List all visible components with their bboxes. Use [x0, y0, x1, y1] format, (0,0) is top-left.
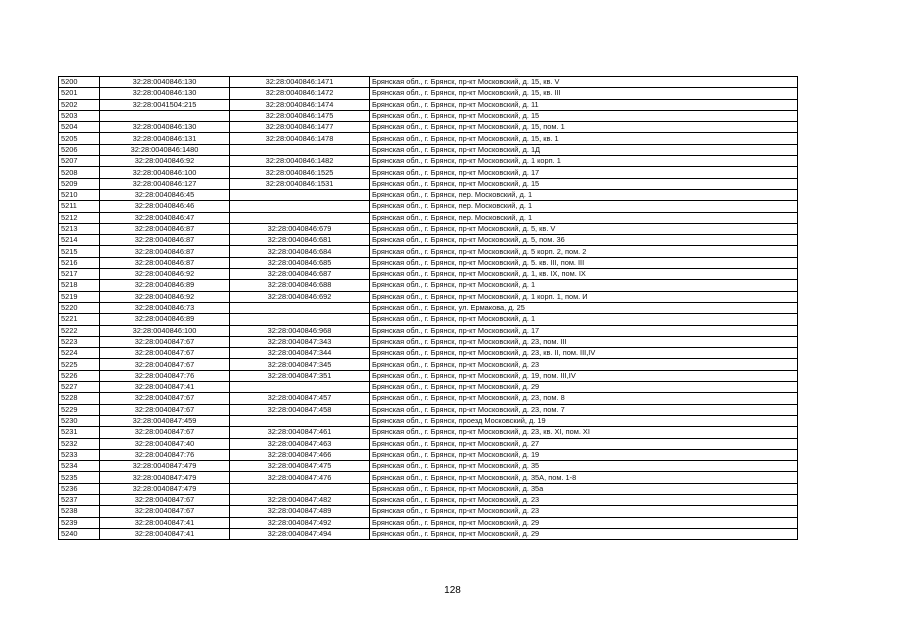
row-number-cell: 5229 [59, 404, 100, 415]
room-cadastral-number-cell: 32:28:0040846:687 [230, 269, 370, 280]
cadastral-number-cell: 32:28:0040847:479 [100, 483, 230, 494]
row-number-cell: 5240 [59, 528, 100, 539]
table-row [59, 88, 798, 99]
address-cell: Брянская обл., г. Брянск, пр-кт Московский, д. 29 [370, 382, 798, 393]
table-row [59, 189, 798, 200]
table-row [59, 235, 798, 246]
row-number-cell: 5237 [59, 494, 100, 505]
address-cell: Брянская обл., г. Брянск, пр-кт Московский, д. 23 [370, 494, 798, 505]
cadastral-number-cell: 32:28:0040846:45 [100, 189, 230, 200]
table-row [59, 528, 798, 539]
address-cell: Брянская обл., г. Брянск, пр-кт Московский, д. 23, пом. 8 [370, 393, 798, 404]
table-row [59, 122, 798, 133]
address-cell: Брянская обл., г. Брянск, пр-кт Московский, д. 35 [370, 461, 798, 472]
room-cadastral-number-cell: 32:28:0040847:457 [230, 393, 370, 404]
address-cell: Брянская обл., г. Брянск, пр-кт Московский, д. 17 [370, 167, 798, 178]
table-row [59, 494, 798, 505]
table-row [59, 178, 798, 189]
cadastral-number-cell: 32:28:0040846:87 [100, 223, 230, 234]
cadastral-number-cell: 32:28:0040846:46 [100, 201, 230, 212]
address-cell: Брянская обл., г. Брянск, пр-кт Московский, д. 19 [370, 449, 798, 460]
table-row [59, 348, 798, 359]
address-cell: Брянская обл., г. Брянск, пр-кт Московский, д. 1, кв. IX, пом. IX [370, 269, 798, 280]
address-cell: Брянская обл., г. Брянск, пр-кт Московский, д. 15 [370, 178, 798, 189]
address-cell: Брянская обл., г. Брянск, пр-кт Московский, д. 1 корп. 1 [370, 156, 798, 167]
address-cell: Брянская обл., г. Брянск, пр-кт Московский, д. 23, пом. 7 [370, 404, 798, 415]
room-cadastral-number-cell [230, 302, 370, 313]
cadastral-number-cell: 32:28:0040847:459 [100, 415, 230, 426]
address-cell: Брянская обл., г. Брянск, пр-кт Московский, д. 15, кв. V [370, 77, 798, 88]
cadastral-number-cell: 32:28:0040847:479 [100, 472, 230, 483]
address-cell: Брянская обл., г. Брянск, пр-кт Московский, д. 23 [370, 506, 798, 517]
row-number-cell: 5203 [59, 110, 100, 121]
cadastral-number-cell: 32:28:0040847:67 [100, 427, 230, 438]
table-row [59, 269, 798, 280]
room-cadastral-number-cell [230, 415, 370, 426]
cadastral-number-cell: 32:28:0040846:130 [100, 122, 230, 133]
cadastral-number-cell: 32:28:0040846:131 [100, 133, 230, 144]
cadastral-number-cell: 32:28:0040847:67 [100, 336, 230, 347]
row-number-cell: 5235 [59, 472, 100, 483]
room-cadastral-number-cell: 32:28:0040846:692 [230, 291, 370, 302]
room-cadastral-number-cell: 32:28:0040847:463 [230, 438, 370, 449]
table-row [59, 472, 798, 483]
table-row [59, 156, 798, 167]
table-row [59, 77, 798, 88]
cadastral-number-cell: 32:28:0041504:215 [100, 99, 230, 110]
cadastral-number-cell: 32:28:0040846:87 [100, 257, 230, 268]
room-cadastral-number-cell: 32:28:0040847:466 [230, 449, 370, 460]
cadastral-number-cell: 32:28:0040846:100 [100, 325, 230, 336]
address-cell: Брянская обл., г. Брянск, пр-кт Московский, д. 15 [370, 110, 798, 121]
row-number-cell: 5201 [59, 88, 100, 99]
row-number-cell: 5211 [59, 201, 100, 212]
room-cadastral-number-cell: 32:28:0040847:475 [230, 461, 370, 472]
page-number: 128 [444, 585, 461, 596]
row-number-cell: 5205 [59, 133, 100, 144]
room-cadastral-number-cell: 32:28:0040847:351 [230, 370, 370, 381]
row-number-cell: 5206 [59, 144, 100, 155]
address-cell: Брянская обл., г. Брянск, пр-кт Московский, д. 17 [370, 325, 798, 336]
table-row [59, 314, 798, 325]
room-cadastral-number-cell: 32:28:0040847:461 [230, 427, 370, 438]
row-number-cell: 5228 [59, 393, 100, 404]
row-number-cell: 5232 [59, 438, 100, 449]
address-cell: Брянская обл., г. Брянск, пр-кт Московский, д. 5 корп. 2, пом. 2 [370, 246, 798, 257]
address-cell: Брянская обл., г. Брянск, пр-кт Московский, д. 5, пом. 36 [370, 235, 798, 246]
table-row [59, 212, 798, 223]
row-number-cell: 5215 [59, 246, 100, 257]
cadastral-number-cell: 32:28:0040846:92 [100, 156, 230, 167]
cadastral-number-cell: 32:28:0040846:73 [100, 302, 230, 313]
cadastral-number-cell: 32:28:0040847:41 [100, 528, 230, 539]
row-number-cell: 5230 [59, 415, 100, 426]
room-cadastral-number-cell: 32:28:0040846:1474 [230, 99, 370, 110]
table-row [59, 167, 798, 178]
row-number-cell: 5204 [59, 122, 100, 133]
address-cell: Брянская обл., г. Брянск, пр-кт Московский, д. 5. кв. III, пом. III [370, 257, 798, 268]
room-cadastral-number-cell: 32:28:0040846:1477 [230, 122, 370, 133]
row-number-cell: 5202 [59, 99, 100, 110]
cadastral-number-cell: 32:28:0040846:127 [100, 178, 230, 189]
address-cell: Брянская обл., г. Брянск, пр-кт Московский, д. 23, кв. XI, пом. XI [370, 427, 798, 438]
room-cadastral-number-cell [230, 201, 370, 212]
address-cell: Брянская обл., г. Брянск, пр-кт Московский, д. 23 [370, 359, 798, 370]
row-number-cell: 5216 [59, 257, 100, 268]
cadastral-number-cell: 32:28:0040847:67 [100, 393, 230, 404]
table-row [59, 370, 798, 381]
room-cadastral-number-cell: 32:28:0040846:1525 [230, 167, 370, 178]
cadastral-number-cell: 32:28:0040847:40 [100, 438, 230, 449]
cadastral-number-cell: 32:28:0040847:67 [100, 348, 230, 359]
room-cadastral-number-cell [230, 212, 370, 223]
table-row [59, 99, 798, 110]
row-number-cell: 5208 [59, 167, 100, 178]
cadastral-number-cell: 32:28:0040847:76 [100, 370, 230, 381]
row-number-cell: 5239 [59, 517, 100, 528]
table-row [59, 517, 798, 528]
row-number-cell: 5213 [59, 223, 100, 234]
cadastral-number-cell: 32:28:0040846:89 [100, 280, 230, 291]
room-cadastral-number-cell: 32:28:0040847:345 [230, 359, 370, 370]
address-cell: Брянская обл., г. Брянск, пр-кт Московский, д. 23, пом. III [370, 336, 798, 347]
table-row [59, 461, 798, 472]
address-cell: Брянская обл., г. Брянск, пр-кт Московский, д. 29 [370, 528, 798, 539]
address-cell: Брянская обл., г. Брянск, проезд Московский, д. 19 [370, 415, 798, 426]
cadastral-number-cell: 32:28:0040846:89 [100, 314, 230, 325]
register-table [58, 76, 798, 540]
table-row [59, 291, 798, 302]
table-row [59, 336, 798, 347]
cadastral-number-cell: 32:28:0040846:47 [100, 212, 230, 223]
cadastral-number-cell: 32:28:0040847:41 [100, 382, 230, 393]
address-cell: Брянская обл., г. Брянск, пер. Московский, д. 1 [370, 212, 798, 223]
address-cell: Брянская обл., г. Брянск, пр-кт Московский, д. 1Д [370, 144, 798, 155]
row-number-cell: 5221 [59, 314, 100, 325]
room-cadastral-number-cell: 32:28:0040847:482 [230, 494, 370, 505]
address-cell: Брянская обл., г. Брянск, пр-кт Московский, д. 35А, пом. 1-8 [370, 472, 798, 483]
row-number-cell: 5233 [59, 449, 100, 460]
address-cell: Брянская обл., г. Брянск, пр-кт Московский, д. 15, пом. 1 [370, 122, 798, 133]
row-number-cell: 5227 [59, 382, 100, 393]
address-cell: Брянская обл., г. Брянск, пр-кт Московский, д. 23, кв. II, пом. III,IV [370, 348, 798, 359]
table-row [59, 438, 798, 449]
table-row [59, 506, 798, 517]
table-row [59, 393, 798, 404]
table-row [59, 415, 798, 426]
row-number-cell: 5210 [59, 189, 100, 200]
cadastral-number-cell: 32:28:0040846:130 [100, 77, 230, 88]
cadastral-number-cell: 32:28:0040846:87 [100, 246, 230, 257]
address-cell: Брянская обл., г. Брянск, пр-кт Московский, д. 1 корп. 1, пом. И [370, 291, 798, 302]
room-cadastral-number-cell [230, 382, 370, 393]
room-cadastral-number-cell: 32:28:0040846:1531 [230, 178, 370, 189]
register-table-body [59, 77, 798, 540]
room-cadastral-number-cell: 32:28:0040847:476 [230, 472, 370, 483]
cadastral-number-cell: 32:28:0040846:87 [100, 235, 230, 246]
table-row [59, 201, 798, 212]
table-row [59, 223, 798, 234]
row-number-cell: 5226 [59, 370, 100, 381]
table-row [59, 382, 798, 393]
table-row [59, 449, 798, 460]
room-cadastral-number-cell: 32:28:0040847:492 [230, 517, 370, 528]
room-cadastral-number-cell: 32:28:0040846:968 [230, 325, 370, 336]
room-cadastral-number-cell: 32:28:0040847:344 [230, 348, 370, 359]
address-cell: Брянская обл., г. Брянск, пр-кт Московский, д. 35а [370, 483, 798, 494]
row-number-cell: 5225 [59, 359, 100, 370]
table-row [59, 133, 798, 144]
room-cadastral-number-cell: 32:28:0040846:685 [230, 257, 370, 268]
row-number-cell: 5207 [59, 156, 100, 167]
room-cadastral-number-cell: 32:28:0040847:489 [230, 506, 370, 517]
room-cadastral-number-cell: 32:28:0040847:494 [230, 528, 370, 539]
address-cell: Брянская обл., г. Брянск, ул. Ермакова, д. 25 [370, 302, 798, 313]
table-row [59, 257, 798, 268]
room-cadastral-number-cell [230, 144, 370, 155]
address-cell: Брянская обл., г. Брянск, пер. Московский, д. 1 [370, 201, 798, 212]
cadastral-number-cell: 32:28:0040847:67 [100, 359, 230, 370]
room-cadastral-number-cell: 32:28:0040846:688 [230, 280, 370, 291]
cadastral-number-cell: 32:28:0040846:92 [100, 291, 230, 302]
cadastral-number-cell: 32:28:0040847:67 [100, 404, 230, 415]
table-row [59, 404, 798, 415]
address-cell: Брянская обл., г. Брянск, пр-кт Московский, д. 11 [370, 99, 798, 110]
room-cadastral-number-cell: 32:28:0040847:343 [230, 336, 370, 347]
table-row [59, 246, 798, 257]
row-number-cell: 5214 [59, 235, 100, 246]
cadastral-number-cell: 32:28:0040846:1480 [100, 144, 230, 155]
table-row [59, 144, 798, 155]
room-cadastral-number-cell: 32:28:0040846:1482 [230, 156, 370, 167]
cadastral-number-cell: 32:28:0040847:67 [100, 506, 230, 517]
cadastral-number-cell [100, 110, 230, 121]
table-row [59, 302, 798, 313]
cadastral-number-cell: 32:28:0040847:479 [100, 461, 230, 472]
room-cadastral-number-cell: 32:28:0040846:684 [230, 246, 370, 257]
row-number-cell: 5200 [59, 77, 100, 88]
row-number-cell: 5217 [59, 269, 100, 280]
table-row [59, 427, 798, 438]
room-cadastral-number-cell [230, 189, 370, 200]
room-cadastral-number-cell [230, 314, 370, 325]
cadastral-number-cell: 32:28:0040846:130 [100, 88, 230, 99]
room-cadastral-number-cell: 32:28:0040846:1475 [230, 110, 370, 121]
row-number-cell: 5218 [59, 280, 100, 291]
address-cell: Брянская обл., г. Брянск, пр-кт Московский, д. 15, кв. 1 [370, 133, 798, 144]
table-row [59, 359, 798, 370]
address-cell: Брянская обл., г. Брянск, пр-кт Московский, д. 27 [370, 438, 798, 449]
row-number-cell: 5236 [59, 483, 100, 494]
address-cell: Брянская обл., г. Брянск, пер. Московский, д. 1 [370, 189, 798, 200]
room-cadastral-number-cell: 32:28:0040846:681 [230, 235, 370, 246]
room-cadastral-number-cell: 32:28:0040846:1471 [230, 77, 370, 88]
room-cadastral-number-cell: 32:28:0040846:1472 [230, 88, 370, 99]
row-number-cell: 5231 [59, 427, 100, 438]
cadastral-number-cell: 32:28:0040847:67 [100, 494, 230, 505]
row-number-cell: 5212 [59, 212, 100, 223]
address-cell: Брянская обл., г. Брянск, пр-кт Московский, д. 19, пом. III,IV [370, 370, 798, 381]
table-row [59, 110, 798, 121]
row-number-cell: 5209 [59, 178, 100, 189]
address-cell: Брянская обл., г. Брянск, пр-кт Московский, д. 1 [370, 280, 798, 291]
row-number-cell: 5222 [59, 325, 100, 336]
cadastral-number-cell: 32:28:0040846:92 [100, 269, 230, 280]
room-cadastral-number-cell: 32:28:0040846:679 [230, 223, 370, 234]
row-number-cell: 5220 [59, 302, 100, 313]
cadastral-number-cell: 32:28:0040846:100 [100, 167, 230, 178]
row-number-cell: 5238 [59, 506, 100, 517]
room-cadastral-number-cell: 32:28:0040847:458 [230, 404, 370, 415]
row-number-cell: 5223 [59, 336, 100, 347]
address-cell: Брянская обл., г. Брянск, пр-кт Московский, д. 5, кв. V [370, 223, 798, 234]
address-cell: Брянская обл., г. Брянск, пр-кт Московский, д. 1 [370, 314, 798, 325]
address-cell: Брянская обл., г. Брянск, пр-кт Московский, д. 29 [370, 517, 798, 528]
room-cadastral-number-cell: 32:28:0040846:1478 [230, 133, 370, 144]
row-number-cell: 5219 [59, 291, 100, 302]
cadastral-number-cell: 32:28:0040847:41 [100, 517, 230, 528]
row-number-cell: 5234 [59, 461, 100, 472]
table-row [59, 325, 798, 336]
address-cell: Брянская обл., г. Брянск, пр-кт Московский, д. 15, кв. III [370, 88, 798, 99]
room-cadastral-number-cell [230, 483, 370, 494]
cadastral-number-cell: 32:28:0040847:76 [100, 449, 230, 460]
row-number-cell: 5224 [59, 348, 100, 359]
table-row [59, 483, 798, 494]
table-row [59, 280, 798, 291]
